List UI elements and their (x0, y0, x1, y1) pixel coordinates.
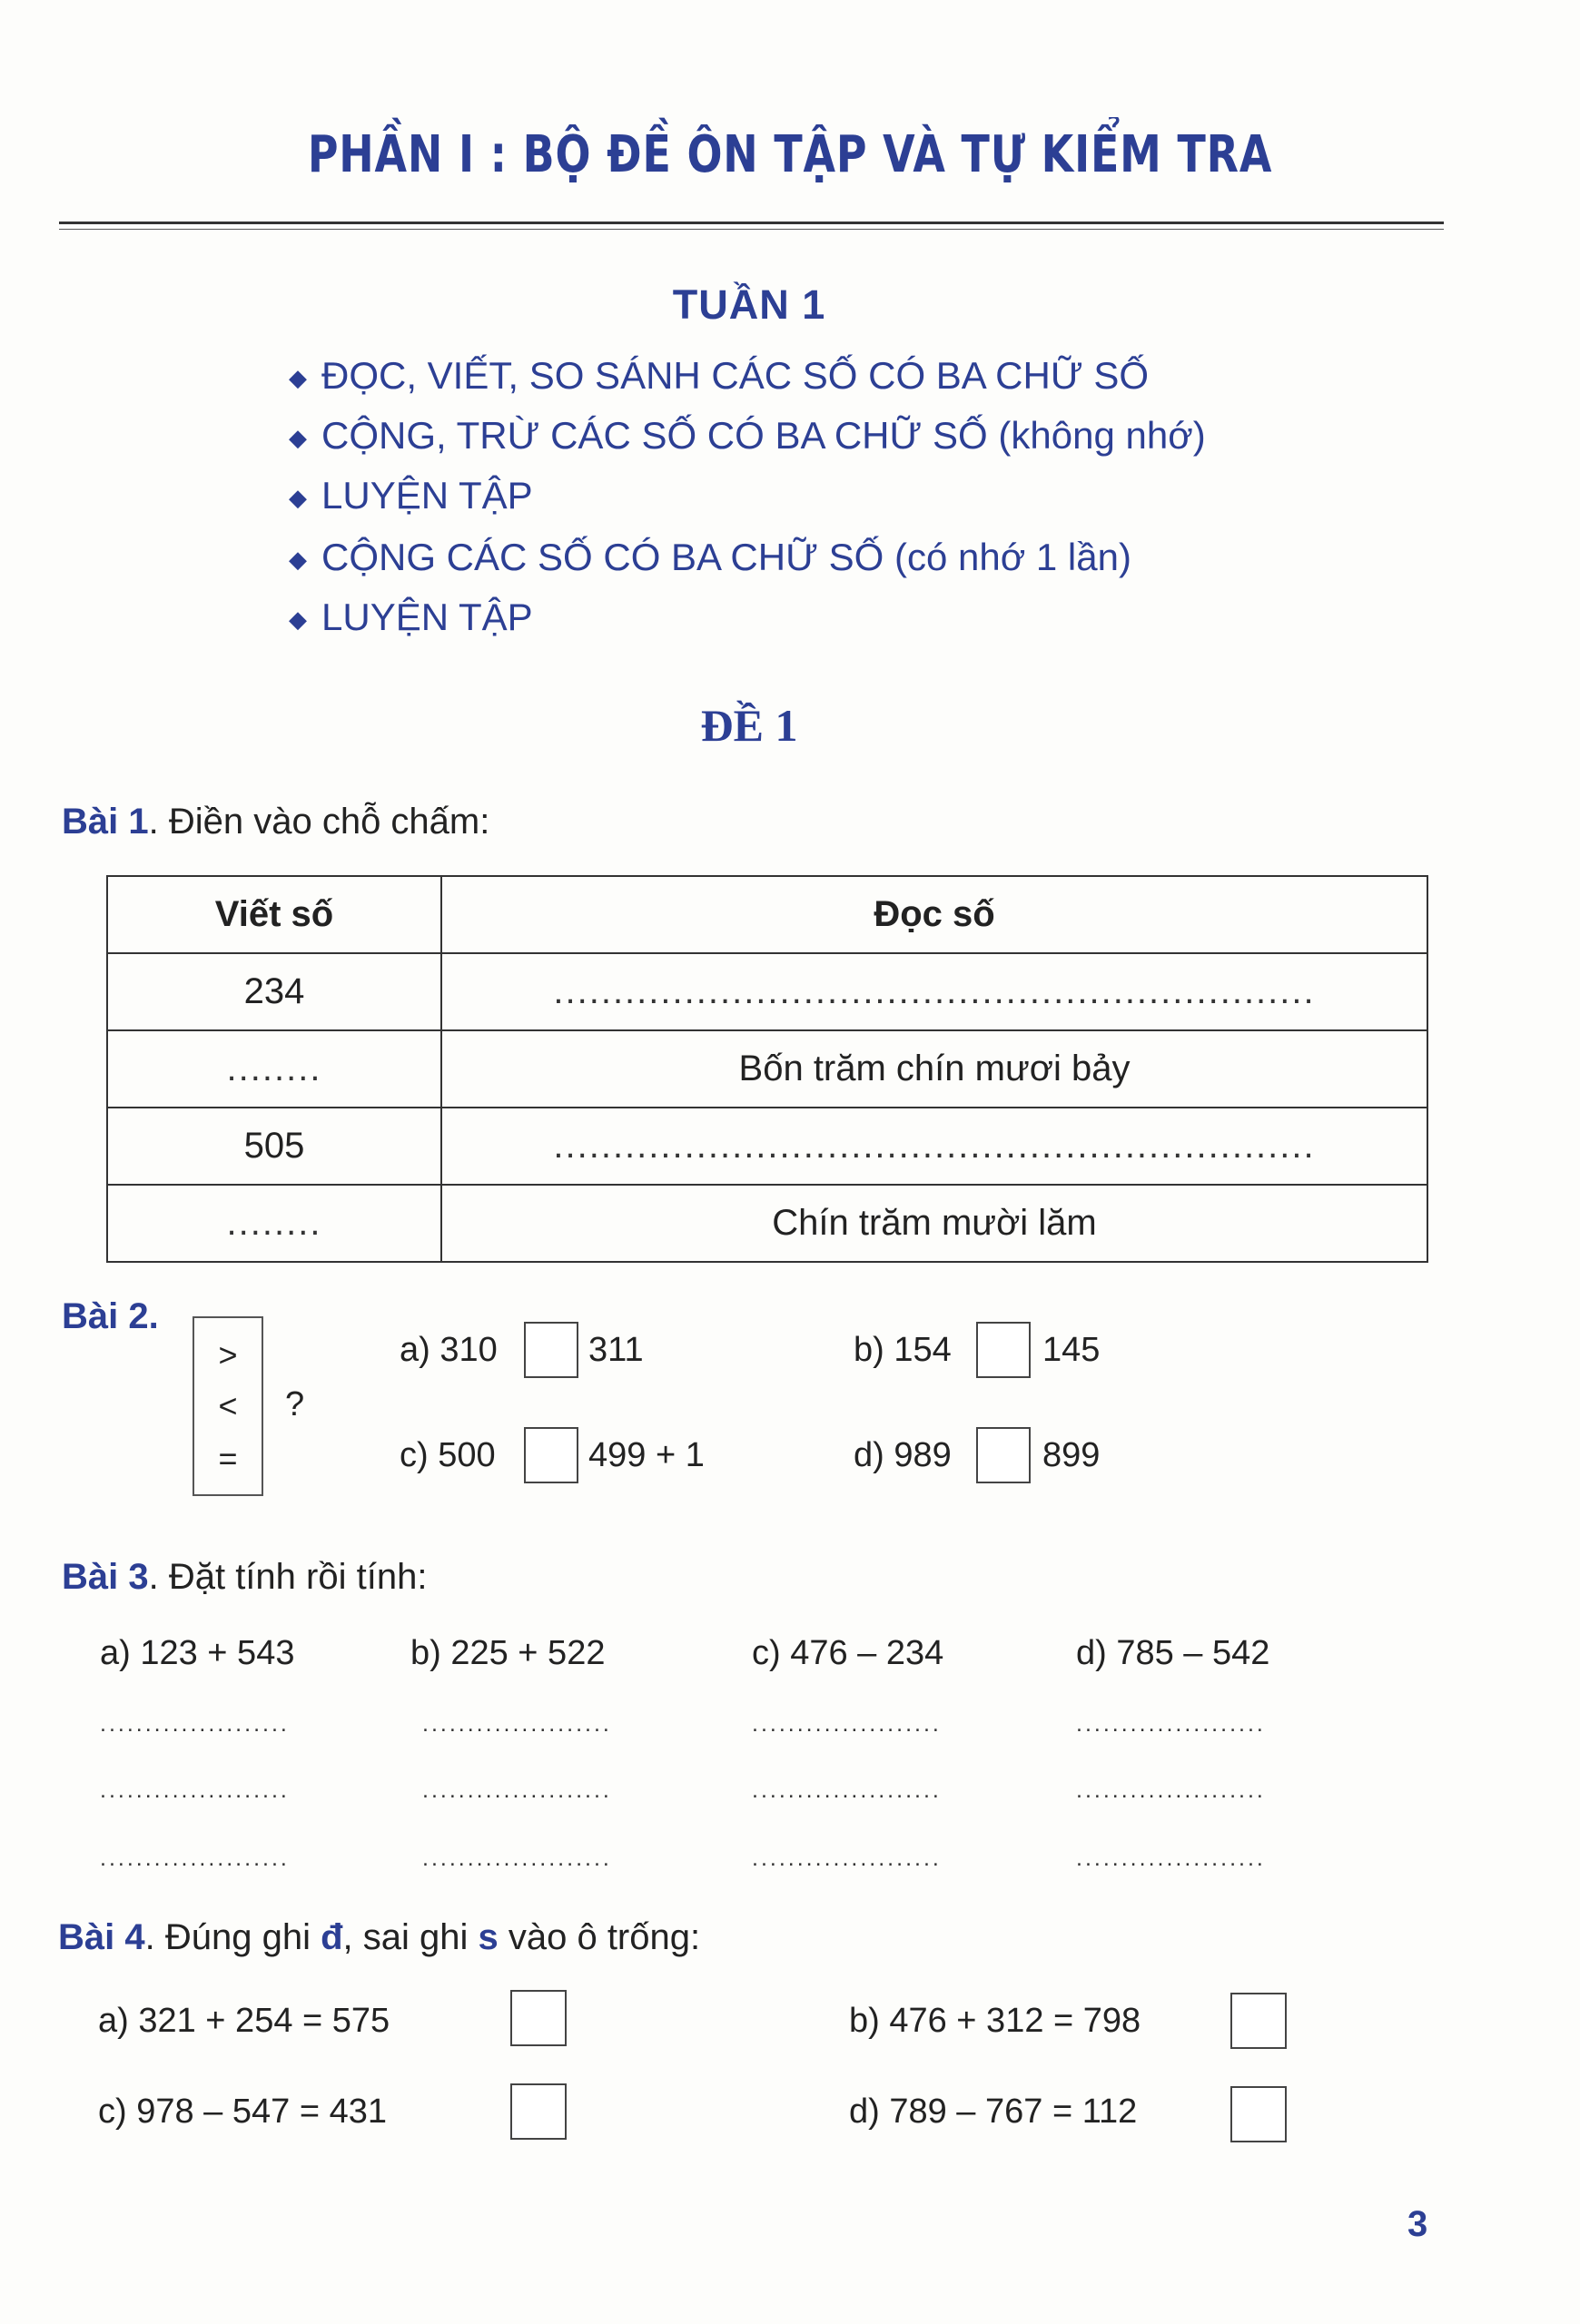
read-cell: Bốn trăm chín mươi bảy (441, 1030, 1427, 1108)
compare-answer-box-b[interactable] (976, 1322, 1031, 1378)
calc-blank-line[interactable]: ..................... (1076, 1846, 1266, 1871)
calc-blank-line[interactable]: ..................... (422, 1711, 612, 1737)
page-number: 3 (1407, 2204, 1428, 2244)
diamond-bullet-icon: ◆ (289, 546, 307, 574)
truth-answer-box-b[interactable] (1230, 1993, 1287, 2049)
truth-answer-box-c[interactable] (510, 2083, 567, 2140)
equals-symbol: = (218, 1440, 238, 1477)
read-cell[interactable]: ................................................................ (441, 1108, 1427, 1185)
table-row (107, 1108, 1427, 1185)
compare-item-a-label: a) 310 (400, 1331, 498, 1369)
topic-item: ◆ ĐỌC, VIẾT, SO SÁNH CÁC SỐ CÓ BA CHỮ SỐ (289, 354, 1150, 397)
truth-answer-box-d[interactable] (1230, 2086, 1287, 2142)
write-cell[interactable]: ........ (107, 1185, 441, 1262)
topic-item: ◆ CỘNG CÁC SỐ CÓ BA CHỮ SỐ (có nhớ 1 lần) (289, 536, 1131, 578)
truth-item-a: a) 321 + 254 = 575 (98, 2002, 390, 2040)
table-row (107, 1185, 1427, 1262)
write-cell: 234 (107, 953, 441, 1030)
test-title: ĐỀ 1 (700, 700, 798, 751)
compare-item-d-label: d) 989 (854, 1436, 952, 1474)
compare-item-c-right: 499 + 1 (588, 1436, 705, 1474)
truth-answer-box-a[interactable] (510, 1990, 567, 2046)
compare-answer-box-a[interactable] (524, 1322, 578, 1378)
part-title: PHẦN I : BỘ ĐỀ ÔN TẬP VÀ TỰ KIỂM TRA (307, 125, 1273, 184)
calc-blank-line[interactable]: ..................... (422, 1777, 612, 1803)
exercise-1-heading: Bài 1. Điền vào chỗ chấm: (62, 802, 490, 842)
compare-item-a-right: 311 (588, 1331, 644, 1369)
calc-blank-line[interactable]: ..................... (1076, 1777, 1266, 1803)
table-header-row (107, 876, 1427, 953)
truth-item-c: c) 978 – 547 = 431 (98, 2093, 387, 2131)
table-row (107, 1030, 1427, 1108)
header-rule (59, 222, 1444, 224)
exercise-3-heading: Bài 3. Đặt tính rồi tính: (62, 1557, 428, 1597)
topic-item: ◆ CỘNG, TRỪ CÁC SỐ CÓ BA CHỮ SỐ (không nhớ) (289, 414, 1206, 457)
write-cell[interactable]: ........ (107, 1030, 441, 1108)
calc-blank-line[interactable]: ..................... (752, 1777, 942, 1803)
compare-item-c-label: c) 500 (400, 1436, 496, 1474)
truth-item-b: b) 476 + 312 = 798 (849, 2002, 1141, 2040)
calc-item-a: a) 123 + 543 (100, 1634, 295, 1672)
compare-answer-box-d[interactable] (976, 1427, 1031, 1483)
calc-item-c: c) 476 – 234 (752, 1634, 944, 1672)
compare-answer-box-c[interactable] (524, 1427, 578, 1483)
calc-blank-line[interactable]: ..................... (100, 1846, 290, 1871)
write-cell: 505 (107, 1108, 441, 1185)
comparison-symbol-box (193, 1316, 263, 1496)
question-mark: ? (285, 1385, 305, 1423)
compare-item-d-right: 899 (1042, 1436, 1101, 1474)
truth-item-d: d) 789 – 767 = 112 (849, 2093, 1138, 2131)
calc-blank-line[interactable]: ..................... (100, 1711, 290, 1737)
calc-blank-line[interactable]: ..................... (752, 1846, 942, 1871)
less-than-symbol: < (218, 1387, 238, 1424)
topic-item: ◆ LUYỆN TẬP (289, 596, 533, 638)
exercise-2-heading: Bài 2. (62, 1296, 159, 1336)
calc-blank-line[interactable]: ..................... (422, 1846, 612, 1871)
read-cell[interactable]: ................................................................ (441, 953, 1427, 1030)
diamond-bullet-icon: ◆ (289, 606, 307, 634)
exercise-4-heading: Bài 4. Đúng ghi đ, sai ghi s vào ô trống: (58, 1917, 701, 1957)
header-rule-thin (59, 229, 1444, 230)
diamond-bullet-icon: ◆ (289, 364, 307, 392)
diamond-bullet-icon: ◆ (289, 484, 307, 512)
diamond-bullet-icon: ◆ (289, 424, 307, 452)
read-cell: Chín trăm mười lăm (441, 1185, 1427, 1262)
calc-blank-line[interactable]: ..................... (1076, 1711, 1266, 1737)
topic-item: ◆ LUYỆN TẬP (289, 474, 533, 517)
column-header-write: Viết số (107, 876, 441, 953)
number-reading-table (106, 875, 1428, 1263)
calc-blank-line[interactable]: ..................... (752, 1711, 942, 1737)
table-row (107, 953, 1427, 1030)
calc-blank-line[interactable]: ..................... (100, 1777, 290, 1803)
calc-item-b: b) 225 + 522 (410, 1634, 606, 1672)
calc-item-d: d) 785 – 542 (1076, 1634, 1270, 1672)
compare-item-b-label: b) 154 (854, 1331, 952, 1369)
column-header-read: Đọc số (441, 876, 1427, 953)
week-title: TUẦN 1 (672, 281, 826, 328)
compare-item-b-right: 145 (1042, 1331, 1101, 1369)
greater-than-symbol: > (218, 1336, 238, 1374)
